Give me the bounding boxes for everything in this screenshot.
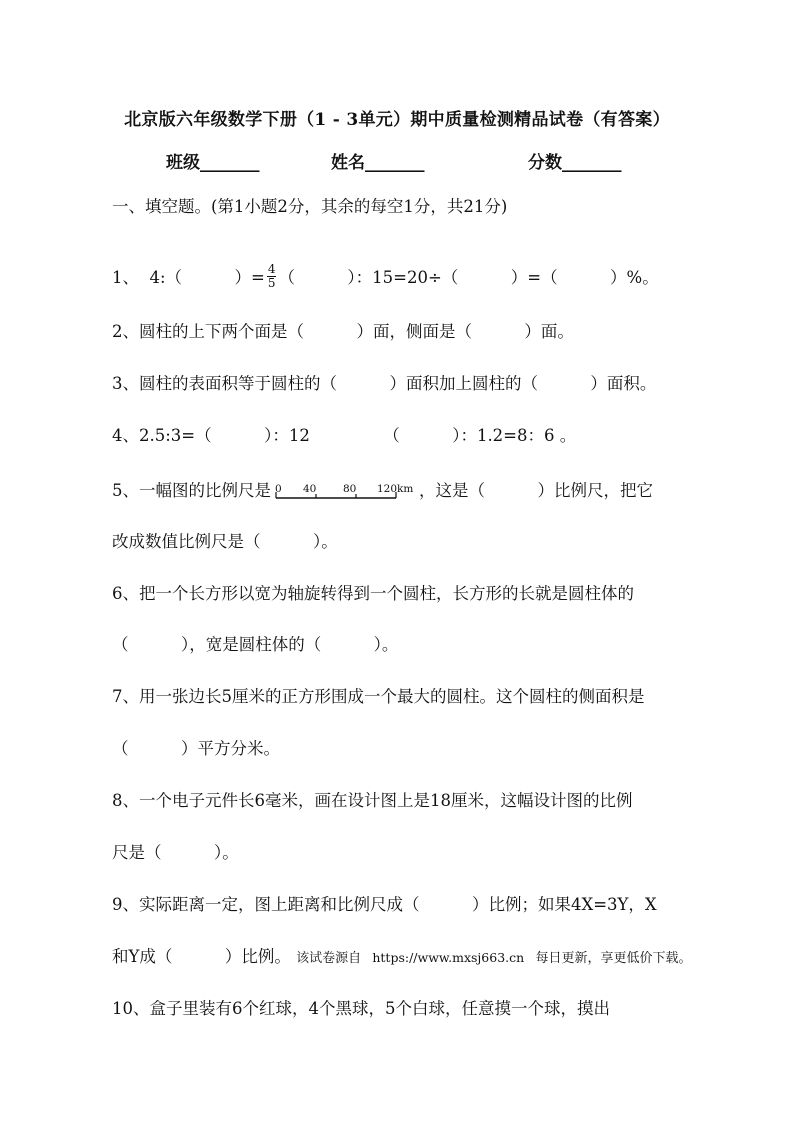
scale-line	[275, 490, 405, 500]
question-9-line-2	[112, 946, 691, 970]
name-field-label: 姓名_______	[331, 153, 425, 173]
question-10-line-1: 10、盒子里装有6个红球，4个黑球，5个白球，任意摸一个球，摸出	[112, 999, 610, 1018]
class-field-label: 班级_______	[166, 153, 260, 173]
section-heading: 一、填空题。(第1小题2分，其余的每空1分，共21分)	[112, 197, 508, 216]
question-1-part-b: （ ）：15=20÷（ ）=（ ）%。	[278, 268, 659, 287]
question-2: 2、圆柱的上下两个面是（ ）面，侧面是（ ）面。	[112, 322, 574, 341]
scale-tick-label: 40	[303, 482, 317, 495]
source-note: 该试卷源自	[296, 951, 362, 966]
question-7-line-2: （ ）平方分米。	[112, 739, 280, 758]
question-6-line-2: （ ），宽是圆柱体的（ ）。	[112, 635, 399, 654]
scale-tick-label: 120km	[377, 482, 414, 495]
question-7-line-1: 7、用一张边长5厘米的正方形围成一个最大的圆柱。这个圆柱的侧面积是	[112, 687, 645, 706]
source-url-link[interactable]: https://www.mxsj663.cn	[372, 950, 525, 965]
question-5	[112, 480, 653, 503]
question-3: 3、圆柱的表面积等于圆柱的（ ）面积加上圆柱的（ ）面积。	[112, 374, 657, 393]
question-8-line-2: 尺是（ ）。	[112, 843, 239, 862]
question-5-line-2: 改成数值比例尺是（ ）。	[112, 532, 338, 551]
fraction	[267, 263, 277, 290]
question-8-line-1: 8、一个电子元件长6毫米，画在设计图上是18厘米，这幅设计图的比例	[112, 791, 633, 810]
question-9-line-2-text: 和Y成（ ）比例。	[112, 947, 291, 966]
fraction-denominator: 5	[267, 276, 276, 290]
question-9-line-1: 9、实际距离一定，图上距离和比例尺成（ ）比例；如果4X=3Y，X	[112, 895, 657, 914]
question-1-part-a: 1、 4:（ ）=	[112, 268, 265, 287]
question-5-part-b: ，这是（ ）比例尺，把它	[419, 481, 653, 500]
question-1	[112, 262, 659, 292]
score-field-label: 分数_______	[528, 153, 622, 173]
fraction-numerator: 4	[267, 262, 276, 276]
exam-title: 北京版六年级数学下册（1 - 3单元）期中质量检测精品试卷（有答案）	[124, 110, 670, 130]
question-4: 4、2.5:3=（ ）：12 （ ）：1.2=8：6 。	[112, 426, 577, 445]
scale-bar	[275, 479, 415, 501]
question-5-part-a: 5、一幅图的比例尺是	[112, 481, 271, 500]
source-note-tail: 每日更新，享更低价下载。	[535, 951, 692, 966]
question-6-line-1: 6、把一个长方形以宽为轴旋转得到一个圆柱，长方形的长就是圆柱体的	[112, 584, 634, 603]
scale-tick-label: 80	[343, 482, 357, 495]
scale-tick-label: 0	[275, 482, 282, 495]
